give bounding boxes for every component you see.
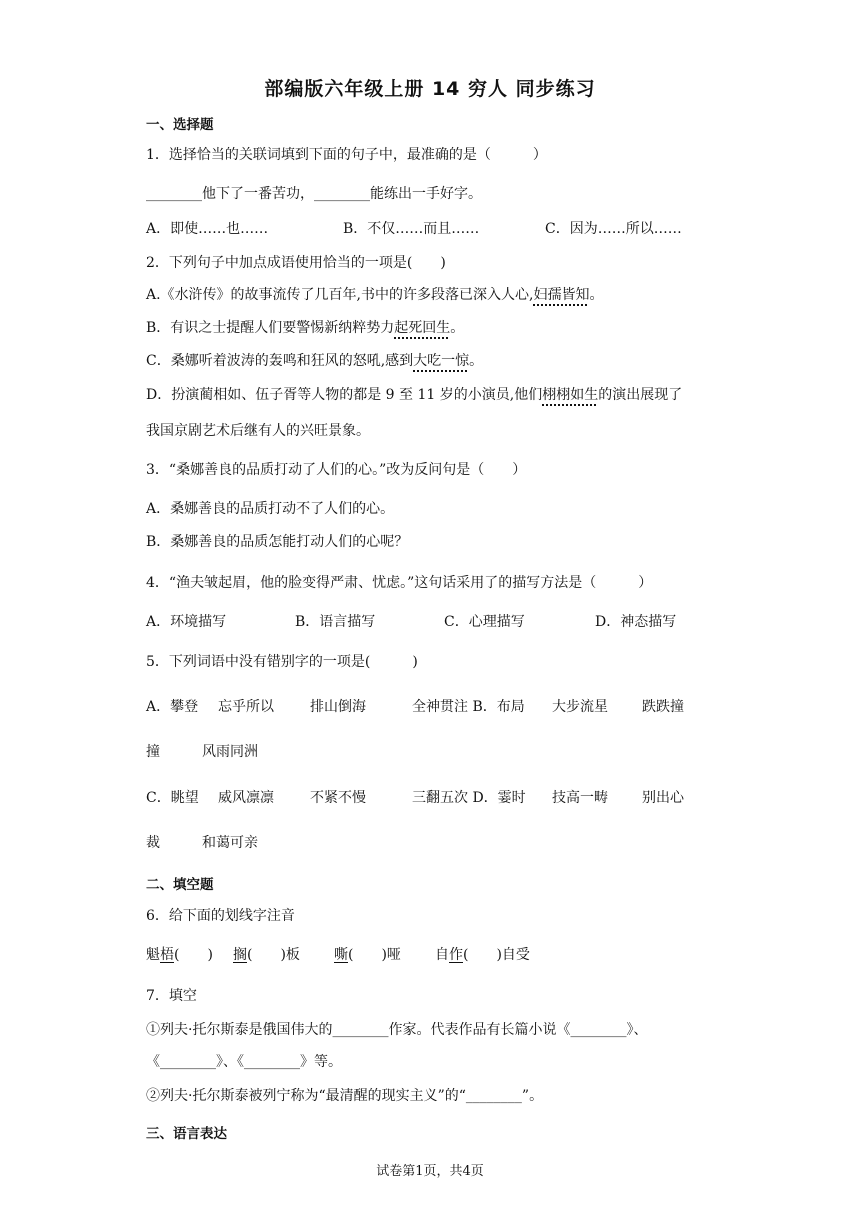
q3-option-b: B．桑娜善良的品质怎能打动人们的心呢？ bbox=[146, 534, 409, 550]
q5-word: 全神贯注 B．布局 bbox=[412, 699, 525, 715]
q5-word: 和蔼可亲 bbox=[202, 835, 258, 851]
q2-option-d: D．扮演蔺相如、伍子胥等人物的都是 9 至 11 岁的小演员,他们栩栩如生的演出展现了 bbox=[146, 387, 683, 403]
q5-stem: 5．下列词语中没有错别字的一项是( ) bbox=[146, 654, 418, 670]
q6-item: 自作( )自受 bbox=[435, 947, 530, 963]
q3-stem: 3．“桑娜善良的品质打动了人们的心。”改为反问句是（ ） bbox=[146, 462, 527, 478]
q6-stem: 6．给下面的划线字注音 bbox=[146, 908, 295, 924]
q6-item: 嘶( )哑 bbox=[334, 947, 401, 963]
q5-word: 撞 bbox=[146, 744, 160, 760]
q5-word: 别出心 bbox=[642, 790, 684, 806]
q6-item: 魁梧( ) bbox=[146, 947, 213, 963]
page-title: 部编版六年级上册 14 穷人 同步练习 bbox=[264, 78, 596, 100]
q7-stem: 7．填空 bbox=[146, 988, 197, 1004]
q5-word: A．攀登 bbox=[146, 699, 199, 715]
q2-option-a: A.《水浒传》的故事流传了几百年,书中的许多段落已深入人心,妇孺皆知。 bbox=[146, 287, 604, 303]
q1-option-a: A．即使……也…… bbox=[146, 221, 269, 237]
q2-stem: 2．下列句子中加点成语使用恰当的一项是( ) bbox=[146, 255, 446, 271]
q3-option-a: A．桑娜善良的品质打动不了人们的心。 bbox=[146, 501, 395, 517]
q7-line-1: ①列夫·托尔斯泰是俄国伟大的________作家。代表作品有长篇小说《________》、 bbox=[146, 1022, 648, 1038]
q5-word: 大步流星 bbox=[552, 699, 608, 715]
q2-option-d-cont: 我国京剧艺术后继有人的兴旺景象。 bbox=[146, 423, 370, 439]
page-footer: 试卷第1页，共4页 bbox=[376, 1164, 484, 1179]
q5-word: 风雨同洲 bbox=[202, 744, 258, 760]
q1-option-c: C．因为……所以…… bbox=[545, 221, 682, 237]
q7-line-2: 《________》、《________》等。 bbox=[146, 1054, 342, 1070]
q1-stem: 1．选择恰当的关联词填到下面的句子中，最准确的是（ ） bbox=[146, 147, 547, 163]
underlined-char: 梧 bbox=[160, 947, 174, 963]
q2-d-dotted-idiom: 栩栩如生 bbox=[542, 387, 599, 403]
q4-option-b: B．语言描写 bbox=[295, 614, 376, 630]
q5-word: C．眺望 bbox=[146, 790, 199, 806]
q5-word: 不紧不慢 bbox=[310, 790, 366, 806]
underlined-char: 嘶 bbox=[334, 947, 348, 963]
q2-option-b: B．有识之士提醒人们要警惕新纳粹势力起死回生。 bbox=[146, 320, 465, 336]
q4-stem: 4．“渔夫皱起眉，他的脸变得严肃、忧虑。”这句话采用了的描写方法是（ ） bbox=[146, 575, 653, 591]
q2-b-dotted-idiom: 起死回生 bbox=[394, 320, 451, 336]
q5-word: 威风凛凛 bbox=[218, 790, 274, 806]
section-heading-choice: 一、选择题 bbox=[146, 117, 214, 133]
q7-line-3: ②列夫·托尔斯泰被列宁称为“最清醒的现实主义”的“________”。 bbox=[146, 1088, 544, 1104]
q4-option-a: A．环境描写 bbox=[146, 614, 227, 630]
q5-word: 跌跌撞 bbox=[642, 699, 684, 715]
q2-a-dotted-idiom: 妇孺皆知 bbox=[533, 287, 590, 303]
q1-option-b: B．不仅……而且…… bbox=[343, 221, 480, 237]
underlined-char: 搁 bbox=[233, 947, 247, 963]
q5-word: 技高一畴 bbox=[552, 790, 608, 806]
q5-word: 排山倒海 bbox=[310, 699, 366, 715]
q5-word: 忘乎所以 bbox=[218, 699, 274, 715]
underlined-char: 作 bbox=[449, 947, 463, 963]
q6-item: 搁( )板 bbox=[233, 947, 300, 963]
q2-option-c: C．桑娜听着波涛的轰鸣和狂风的怒吼,感到大吃一惊。 bbox=[146, 353, 484, 369]
q1-sentence: ________他下了一番苦功，________能练出一手好字。 bbox=[146, 186, 482, 202]
q4-option-c: C．心理描写 bbox=[444, 614, 525, 630]
q5-word: 三翻五次 D．霎时 bbox=[412, 790, 526, 806]
section-heading-expression: 三、语言表达 bbox=[146, 1126, 227, 1142]
section-heading-fill: 二、填空题 bbox=[146, 877, 214, 893]
q4-option-d: D．神态描写 bbox=[595, 614, 677, 630]
q5-word: 裁 bbox=[146, 835, 160, 851]
q2-c-dotted-idiom: 大吃一惊 bbox=[413, 353, 470, 369]
